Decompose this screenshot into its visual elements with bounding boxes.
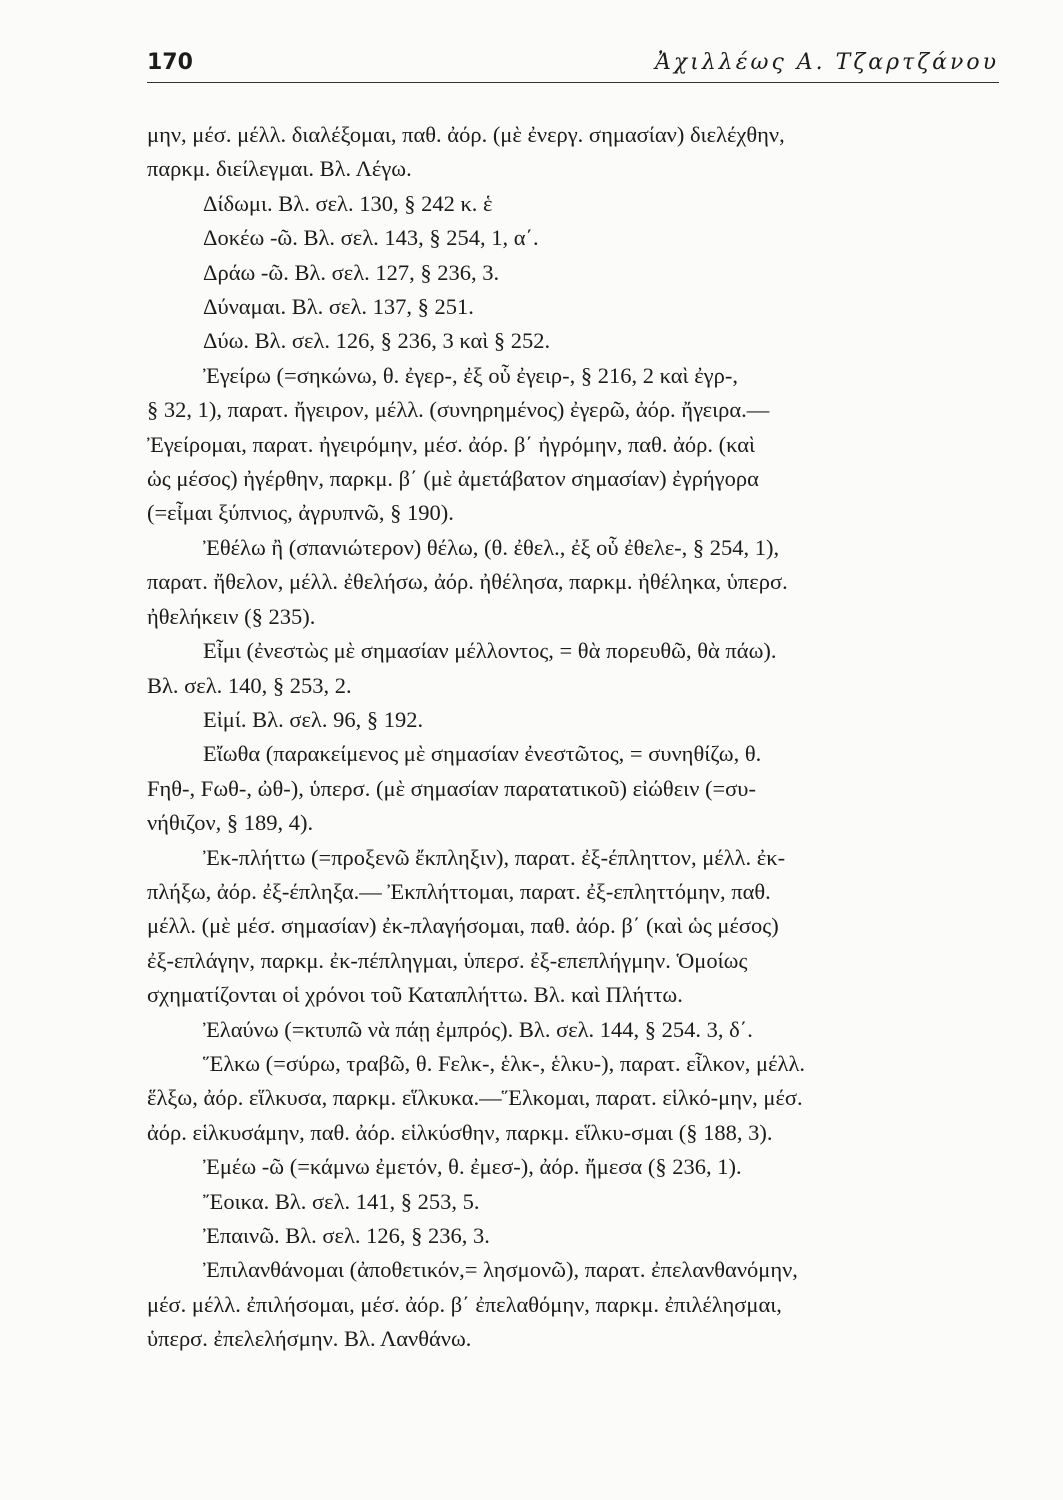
text-line: Ἐλαύνω (=κτυπῶ νὰ πάῃ ἐμπρός). Βλ. σελ. 144, § 254. 3, δ΄.	[203, 1016, 753, 1042]
text-line: ἠθελήκειν (§ 235).	[147, 603, 316, 629]
text-line: ὑπερσ. ἐπελελήσμην. Βλ. Λανθάνω.	[147, 1326, 472, 1352]
text-line: Fηθ-, Fωθ-, ὠθ-), ὑπερσ. (μὲ σημασίαν παρατατικοῦ) εἰώθειν (=συ-	[147, 775, 756, 801]
text-line: ἀόρ. εἱλκυσάμην, παθ. ἀόρ. εἱλκύσθην, παρκμ. εἵλκυ-σμαι (§ 188, 3).	[147, 1119, 773, 1145]
text-line: § 32, 1), παρατ. ἤγειρον, μέλλ. (συνηρημένος) ἐγερῶ, ἀόρ. ἤγειρα.—	[147, 397, 770, 423]
text-line: Βλ. σελ. 140, § 253, 2.	[147, 672, 352, 698]
text-line: Εἴωθα (παρακείμενος μὲ σημασίαν ἐνεστῶτος, = συνηθίζω, θ.	[203, 741, 762, 767]
running-title: Ἀχιλλέως Α. Τζαρτζάνου	[655, 50, 999, 75]
text-line: παρατ. ἤθελον, μέλλ. ἐθελήσω, ἀόρ. ἠθέλησα, παρκμ. ἠθέληκα, ὑπερσ.	[147, 569, 788, 595]
text-line: παρκμ. διείλεγμαι. Βλ. Λέγω.	[147, 156, 412, 182]
text-line: Ἐπιλανθάνομαι (ἀποθετικόν,= λησμονῶ), παρατ. ἐπελανθανόμην,	[203, 1257, 798, 1283]
text-line: ὡς μέσος) ἠγέρθην, παρκμ. β΄ (μὲ ἀμετάβατον σημασίαν) ἐγρήγορα	[147, 466, 759, 492]
page-number: 170	[147, 50, 193, 75]
text-line: νήθιζον, § 189, 4).	[147, 810, 314, 836]
text-line: ἐξ-επλάγην, παρκμ. ἐκ-πέπληγμαι, ὑπερσ. ἐξ-επεπλήγμην. Ὁμοίως	[147, 947, 748, 973]
text-line: Δύω. Βλ. σελ. 126, § 236, 3 καὶ § 252.	[203, 328, 551, 354]
text-line: Δράω -ῶ. Βλ. σελ. 127, § 236, 3.	[203, 259, 500, 285]
text-line: μην, μέσ. μέλλ. διαλέξομαι, παθ. ἀόρ. (μὲ ἐνεργ. σημασίαν) διελέχθην,	[147, 122, 785, 147]
text-line: μέλλ. (μὲ μέσ. σημασίαν) ἐκ-πλαγήσομαι, παθ. ἀόρ. β΄ (καὶ ὡς μέσος)	[147, 913, 779, 939]
dictionary-text	[147, 118, 999, 1357]
text-line: Ἐθέλω ἢ (σπανιώτερον) θέλω, (θ. ἐθελ., ἐξ οὗ ἐθελε-, § 254, 1),	[203, 534, 780, 560]
page-header	[147, 50, 999, 83]
text-line: Εἶμι (ἐνεστὼς μὲ σημασίαν μέλλοντος, = θὰ πορευθῶ, θὰ πάω).	[203, 638, 777, 664]
text-line: πλήξω, ἀόρ. ἐξ-έπληξα.— Ἐκπλήττομαι, παρατ. ἐξ-επληττόμην, παθ.	[147, 878, 771, 904]
text-line: μέσ. μέλλ. ἐπιλήσομαι, μέσ. ἀόρ. β΄ ἐπελαθόμην, παρκμ. ἐπιλέλησμαι,	[147, 1291, 782, 1317]
text-line: Ἐκ-πλήττω (=προξενῶ ἔκπληξιν), παρατ. ἐξ-έπληττον, μέλλ. ἐκ-	[203, 844, 786, 870]
text-line: Εἰμί. Βλ. σελ. 96, § 192.	[203, 706, 424, 732]
text-line: Ἔοικα. Βλ. σελ. 141, § 253, 5.	[203, 1188, 480, 1214]
text-line: (=εἶμαι ξύπνιος, ἀγρυπνῶ, § 190).	[147, 500, 454, 526]
text-line: Ἐπαινῶ. Βλ. σελ. 126, § 236, 3.	[203, 1223, 490, 1248]
text-line: Δοκέω -ῶ. Βλ. σελ. 143, § 254, 1, α΄.	[203, 225, 539, 251]
text-line: Δύναμαι. Βλ. σελ. 137, § 251.	[203, 294, 474, 320]
text-line: Δίδωμι. Βλ. σελ. 130, § 242 κ. ἑ	[203, 190, 493, 216]
text-line: Ἐγείρομαι, παρατ. ἠγειρόμην, μέσ. ἀόρ. β΄ ἠγρόμην, παθ. ἀόρ. (καὶ	[147, 431, 756, 457]
text-line: Ἐμέω -ῶ (=κάμνω ἐμετόν, θ. ἐμεσ-), ἀόρ. ἤμεσα (§ 236, 1).	[203, 1154, 742, 1180]
text-line: ἕλξω, ἀόρ. εἵλκυσα, παρκμ. εἵλκυκα.—Ἕλκομαι, παρατ. εἱλκό-μην, μέσ.	[147, 1085, 803, 1111]
text-line: Ἕλκω (=σύρω, τραβῶ, θ. Fελκ-, ἑλκ-, ἑλκυ-), παρατ. εἷλκον, μέλλ.	[203, 1050, 805, 1076]
text-line: σχηματίζονται οἱ χρόνοι τοῦ Καταπλήττω. Βλ. καὶ Πλήττω.	[147, 982, 683, 1008]
text-line: Ἐγείρω (=σηκώνω, θ. ἐγερ-, ἐξ οὗ ἐγειρ-, § 216, 2 καὶ ἐγρ-,	[203, 362, 738, 388]
